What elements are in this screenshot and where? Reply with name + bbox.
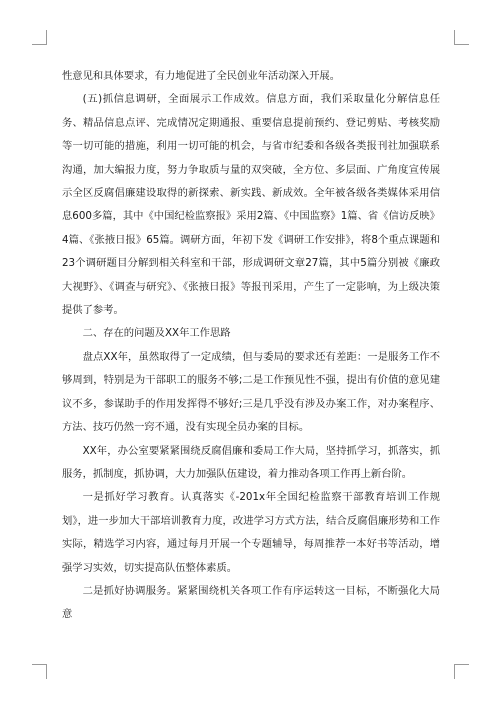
- paragraph-coordination-service: 二是抓好协调服务。紧紧围绕机关各项工作有序运转这一目标，不断强化大局意: [62, 584, 440, 621]
- paragraph-next-year-plan: XX年，办公室要紧紧围绕反腐倡廉和委局工作大局，坚持抓学习，抓落实，抓服务，抓制度，抓协调，大力加强队伍建设，着力推动各项工作再上新台阶。: [62, 444, 440, 480]
- paragraph-shortcomings: 盘点XX年，虽然取得了一定成绩，但与委局的要求还有差距：一是服务工作不够周到，特别是为干部职工的服务不够;二是工作预见性不强，提出有价值的意见建议不多，参谋助手的作用发挥得不够好;三是几乎没有涉及办案工作，对办案程序、方法、技巧仍然一窍不通，没有实现全员办案的目标。: [62, 350, 440, 434]
- paragraph-continuation: 性意见和具体要求，有力地促进了全民创业年活动深入开展。: [62, 70, 341, 82]
- paragraph-study-education: 一是抓好学习教育。认真落实《-201x年全国纪检监察干部教育培训工作规划》，进一步加大干部培训教育力度，改进学习方式方法，结合反腐倡廉形势和工作实际，精选学习内容，通过每月开展一个专题辅导，每周推荐一本好书等活动，增强学习实效，切实提高队伍整体素质。: [62, 491, 440, 574]
- crop-mark-top-right: [454, 30, 469, 45]
- document-body: [62, 65, 440, 627]
- crop-mark-bottom-right: [454, 664, 469, 679]
- paragraph-information-research: (五)抓信息调研，全面展示工作成效。信息方面，我们采取量化分解信息任务、精品信息点评、完成情况定期通报、重要信息提前预约、登记剪贴、考核奖励等一切可能的措施，利用一切可能的机会，与省市纪委和各级各类报刊社加强联系沟通，加大编报力度，努力争取质与量的双突破，全方位、多层面、广角度宣传展示全区反腐倡廉建设取得的新探索、新实践、新成效。全年被各级各类媒体采用信息600多篇，其中《中国纪检监察报》采用2篇、《中国监察》1篇、省《信访反映》4篇、《张掖日报》65篇。调研方面，年初下发《调研工作安排》，将8个重点课题和23个调研题目分解到相关科室和干部，形成调研文章27篇，其中5篇分别被《廉政大视野》、《调查与研究》、《张掖日报》等报刊采用，产生了一定影响，为上级决策提供了参考。: [62, 93, 440, 317]
- crop-mark-bottom-left: [32, 664, 47, 679]
- section-heading-problems-and-plans: 二、存在的问题及XX年工作思路: [82, 327, 231, 340]
- crop-mark-top-left: [32, 30, 47, 45]
